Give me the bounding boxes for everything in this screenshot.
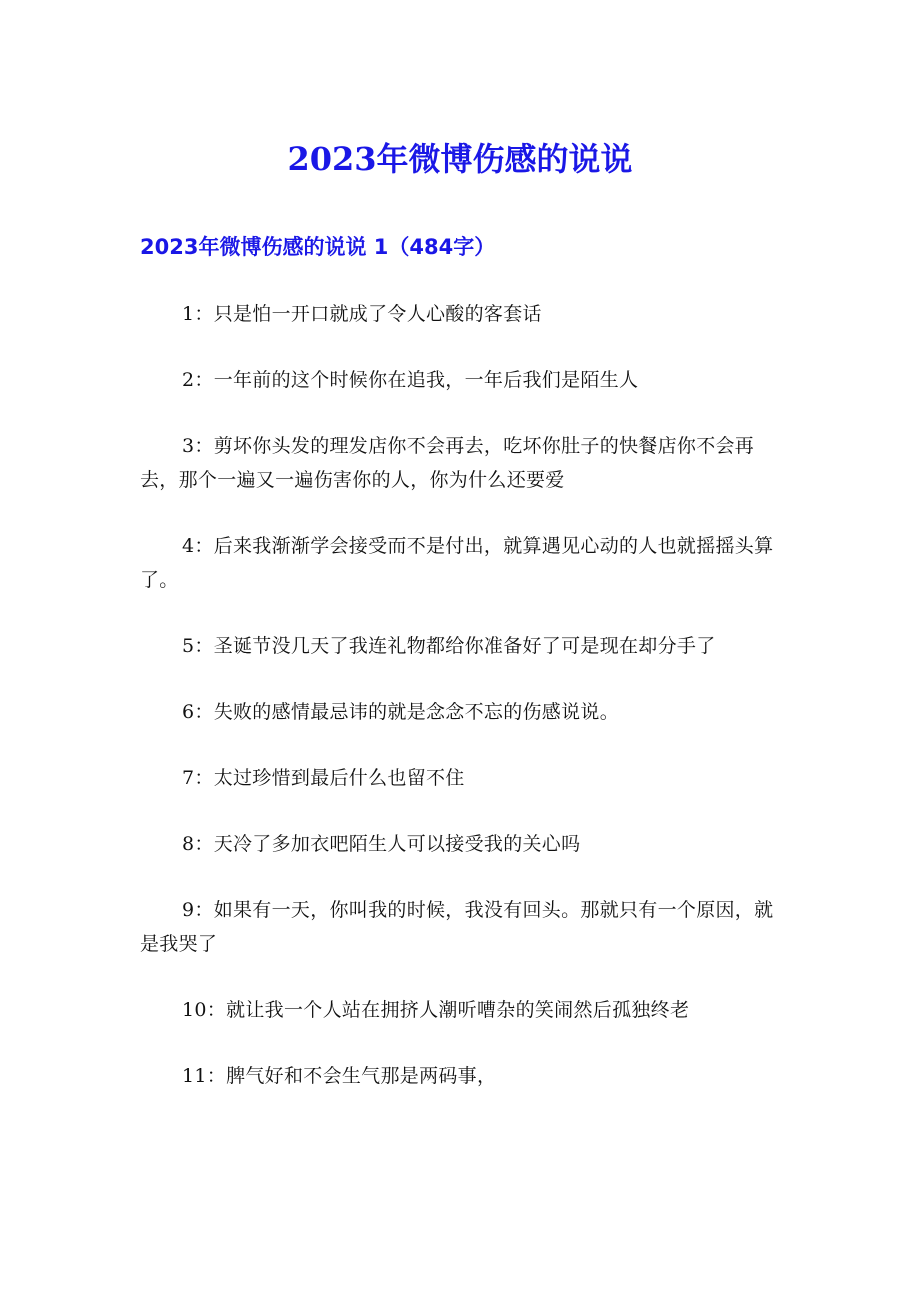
paragraph-7: 7：太过珍惜到最后什么也留不住 xyxy=(182,767,465,789)
paragraph-11: 11：脾气好和不会生气那是两码事， xyxy=(182,1065,497,1087)
paragraph-1: 1：只是怕一开口就成了令人心酸的客套话 xyxy=(182,303,542,325)
section-heading: 2023年微博伤感的说说 1（484字） xyxy=(140,235,496,259)
paragraph-6: 6：失败的感情最忌讳的就是念念不忘的伤感说说。 xyxy=(182,701,619,723)
paragraph-10: 10：就让我一个人站在拥挤人潮听嘈杂的笑闹然后孤独终老 xyxy=(182,999,690,1021)
paragraph-9: 9：如果有一天，你叫我的时候，我没有回头。那就只有一个原因，就是我哭了 xyxy=(140,899,774,955)
page-title: 2023年微博伤感的说说 xyxy=(287,140,633,178)
paragraph-3: 3：剪坏你头发的理发店你不会再去，吃坏你肚子的快餐店你不会再去，那个一遍又一遍伤害你的人，你为什么还要爱 xyxy=(140,435,755,491)
paragraph-5: 5：圣诞节没几天了我连礼物都给你准备好了可是现在却分手了 xyxy=(182,635,716,657)
paragraph-4: 4：后来我渐渐学会接受而不是付出，就算遇见心动的人也就摇摇头算了。 xyxy=(140,535,774,591)
paragraph-8: 8：天冷了多加衣吧陌生人可以接受我的关心吗 xyxy=(182,833,581,855)
paragraph-list xyxy=(140,297,782,1125)
paragraph-2: 2：一年前的这个时候你在追我，一年后我们是陌生人 xyxy=(182,369,639,391)
